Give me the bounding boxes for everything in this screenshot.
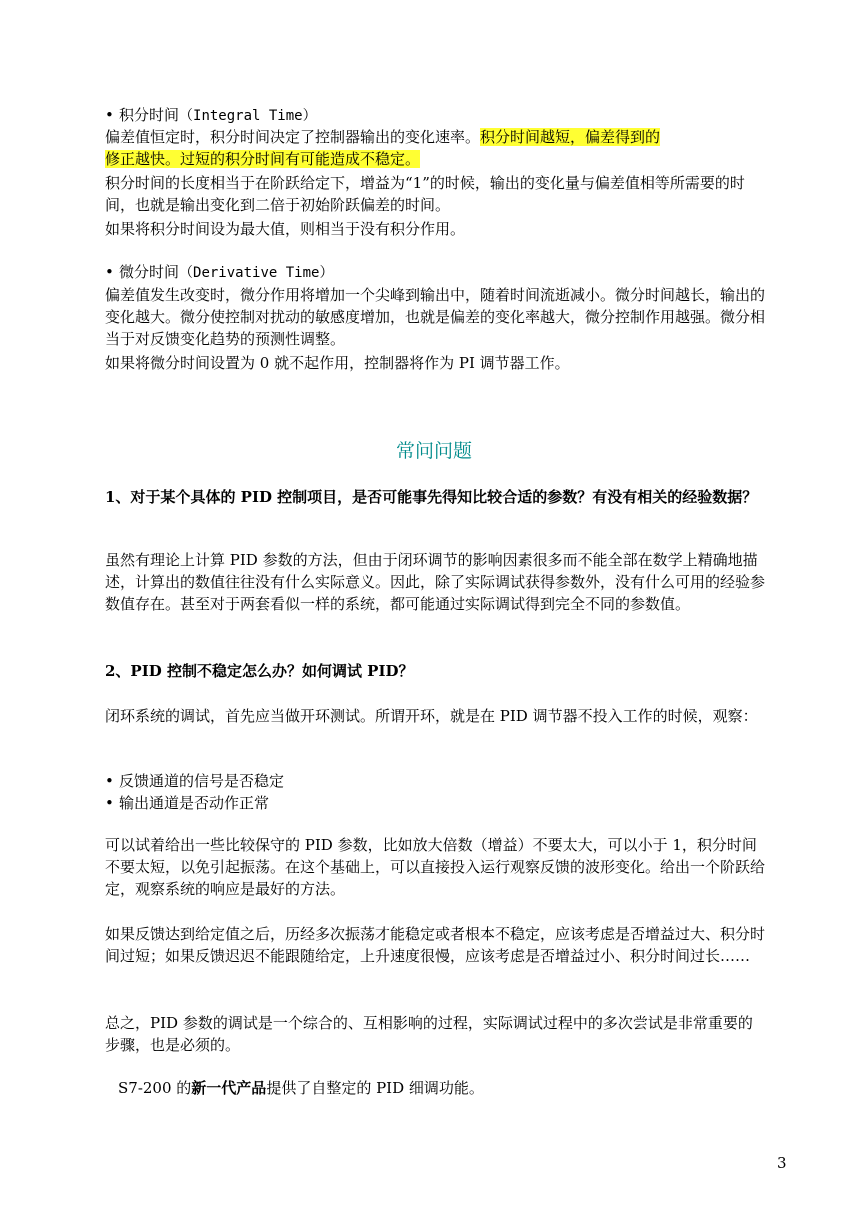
- integral-highlight-2: 修正越快。过短的积分时间有可能造成不稳定。: [105, 150, 421, 168]
- faq-question-1: 1、对于某个具体的 PID 控制项目，是否可能事先得知比较合适的参数？有没有相关的经验数据？: [105, 488, 758, 506]
- bullet: •: [105, 106, 114, 124]
- bullet: •: [105, 263, 114, 281]
- check-list: [105, 770, 765, 814]
- bullet: •: [105, 794, 114, 812]
- derivative-para-1: 偏差值发生改变时，微分作用将增加一个尖峰到输出中，随着时间流逝减小。微分时间越长，输出的变化越大。微分使控制对扰动的敏感度增加，也就是偏差的变化率越大，微分控制作用越强。微分相当于对反馈变化趋势的预测性调整。: [105, 286, 766, 348]
- integral-para-3: 如果将积分时间设为最大值，则相当于没有积分作用。: [105, 220, 466, 238]
- page-number: 3: [777, 1154, 787, 1172]
- note-suffix: 提供了自整定的 PID 细调功能。: [266, 1079, 484, 1097]
- faq-answer-2-para-3: 如果反馈达到给定值之后，历经多次振荡才能稳定或者根本不稳定，应该考虑是否增益过大、积分时间过短；如果反馈迟迟不能跟随给定，上升速度很慢，应该考虑是否增益过小、积分时间过长……: [105, 925, 766, 965]
- faq-answer-2-para-2: 可以试着给出一些比较保守的 PID 参数，比如放大倍数（增益）不要太大，可以小于 1，积分时间不要太短，以免引起振荡。在这个基础上，可以直接投入运行观察反馈的波形变化。给出一个阶跃给定，观察系统的响应是最好的方法。: [105, 836, 766, 898]
- faq-answer-2-intro: 闭环系统的调试，首先应当做开环测试。所谓开环，就是在 PID 调节器不投入工作的时候，观察：: [105, 707, 758, 725]
- derivative-time-heading: [105, 261, 333, 284]
- integral-title: 积分时间: [119, 106, 180, 124]
- integral-highlight-1: 积分时间越短，偏差得到的: [480, 128, 661, 146]
- integral-term: （Integral Time）: [179, 108, 317, 124]
- faq-answer-1: 虽然有理论上计算 PID 参数的方法，但由于闭环调节的影响因素很多而不能全部在数学上精确地描述，计算出的数值往往没有什么实际意义。因此，除了实际调试获得参数外，没有什么可用的经验参数值存在。甚至对于两套看似一样的系统，都可能通过实际调试得到完全不同的参数值。: [105, 551, 766, 613]
- integral-line1-plain: 偏差值恒定时，积分时间决定了控制器输出的变化速率。: [105, 128, 481, 146]
- integral-para-2: 积分时间的长度相当于在阶跃给定下，增益为“1”的时候，输出的变化量与偏差值相等所需要的时间，也就是输出变化到二倍于初始阶跃偏差的时间。: [105, 174, 745, 214]
- derivative-title: 微分时间: [119, 263, 180, 281]
- bullet: •: [105, 772, 114, 790]
- integral-time-heading: [105, 104, 317, 127]
- faq-heading: 常问问题: [395, 440, 472, 462]
- derivative-para-2: 如果将微分时间设置为 0 就不起作用，控制器将作为 PI 调节器工作。: [105, 354, 570, 372]
- note-prefix: S7-200 的: [118, 1079, 192, 1097]
- faq-question-2: 2、PID 控制不稳定怎么办？如何调试 PID？: [105, 662, 414, 680]
- list-item: • 输出通道是否动作正常: [105, 794, 270, 812]
- note-emphasis: 新一代产品: [191, 1079, 267, 1097]
- faq-answer-2-para-4: 总之，PID 参数的调试是一个综合的、互相影响的过程，实际调试过程中的多次尝试是非常重要的步骤，也是必须的。: [105, 1014, 753, 1054]
- derivative-term: （Derivative Time）: [179, 265, 334, 281]
- list-item: • 反馈通道的信号是否稳定: [105, 772, 285, 790]
- integral-para-1: [105, 126, 765, 170]
- s7-200-note: [118, 1077, 778, 1099]
